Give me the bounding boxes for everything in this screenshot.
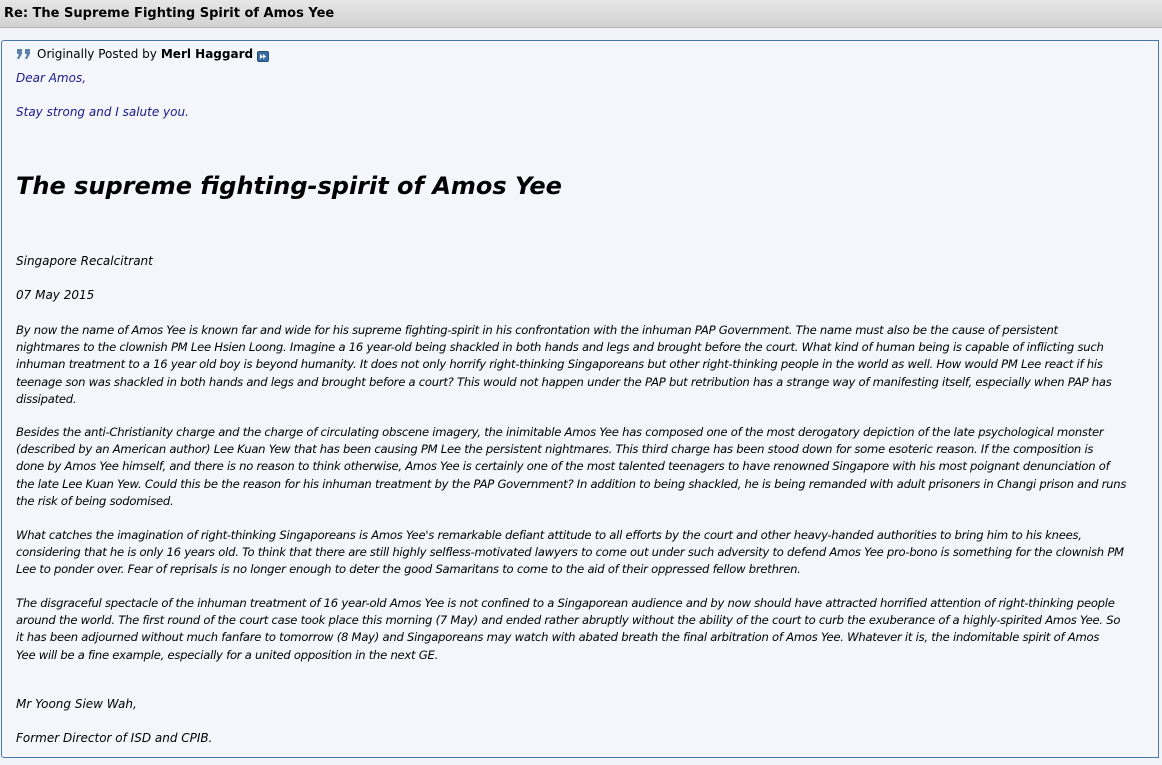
quote-header xyxy=(16,47,269,61)
signature-name: Mr Yoong Siew Wah, xyxy=(16,697,137,711)
article-date: 07 May 2015 xyxy=(16,288,95,302)
article-headline: The supreme fighting-spirit of Amos Yee xyxy=(16,172,562,200)
quote-box xyxy=(1,40,1159,758)
poster-name[interactable]: Merl Haggard xyxy=(160,47,254,61)
thread-title: Re: The Supreme Fighting Spirit of Amos Yee xyxy=(4,6,335,21)
article-paragraph-2: Besides the anti-Christianity charge and the charge of circulating obscene imagery, the inimitable Amos Yee has composed one of the most derogatory depiction of the late psychological monster (described by an American author) Lee Kuan Yew that has been causing PM Lee the persistent nightmares. This third charge has been stood down for some esoteric reason. If the composition is done by Amos Yee himself, and there is no reason to think otherwise, Amos Yee is certainly one of the most talented teenagers to have renowned Singapore with his most poignant denunciation of the late Lee Kuan Yew. Could this be the reason for his inhuman treatment by the PAP Government? In addition to being shackled, he is being remanded with adult prisoners in Changi prison and runs the risk of being sodomised. xyxy=(16,425,1127,508)
article-source: Singapore Recalcitrant xyxy=(16,254,153,268)
greeting: Dear Amos, xyxy=(16,71,87,85)
originally-posted-by-label: Originally Posted by xyxy=(37,47,157,61)
view-post-icon[interactable] xyxy=(257,51,269,62)
article-paragraph-3: What catches the imagination of right-thinking Singaporeans is Amos Yee's remarkable defiant attitude to all efforts by the court and other heavy-handed authorities to bring him to his knees, considering that he is only 16 years old. To think that there are still highly selfless-motivated lawyers to come out under such adversity to defend Amos Yee pro-bono is something for the clownish PM Lee to ponder over. Fear of reprisals is no longer enough to deter the good Samaritans to come to the aid of their oppressed fellow brethren. xyxy=(16,528,1124,577)
salute-line: Stay strong and I salute you. xyxy=(16,105,189,119)
signature-title: Former Director of ISD and CPIB. xyxy=(16,731,213,745)
article-paragraph-4: The disgraceful spectacle of the inhuman treatment of 16 year-old Amos Yee is not confined to a Singaporean audience and by now should have attracted horrified attention of right-thinking people around the world. The first round of the court case took place this morning (7 May) and ended rather abruptly without the ability of the court to curb the exuberance of a highly-spirited Amos Yee. So it has been adjourned without much fanfare to tomorrow (8 May) and Singaporeans may watch with abated breath the final arbitration of Amos Yee. Whatever it is, the indomitable spirit of Amos Yee will be a fine example, especially for a united opposition in the next GE. xyxy=(16,596,1121,662)
article-paragraph-1: By now the name of Amos Yee is known far and wide for his supreme fighting-spirit in his confrontation with the inhuman PAP Government. The name must also be the cause of persistent nightmares to the clownish PM Lee Hsien Loong. Imagine a 16 year-old being shackled in both hands and legs and brought before the court. What kind of human being is capable of inflicting such inhuman treatment to a 16 year old boy is beyond humanity. It does not only horrify right-thinking Singaporeans but other right-thinking people in the world as well. How would PM Lee react if his teenage son was shackled in both hands and legs and brought before a court? This would not happen under the PAP but retribution has a strange way of manifesting itself, especially when PAP has dissipated. xyxy=(16,323,1112,406)
thread-title-bar xyxy=(0,0,1162,28)
quote-marks-icon xyxy=(16,48,33,60)
